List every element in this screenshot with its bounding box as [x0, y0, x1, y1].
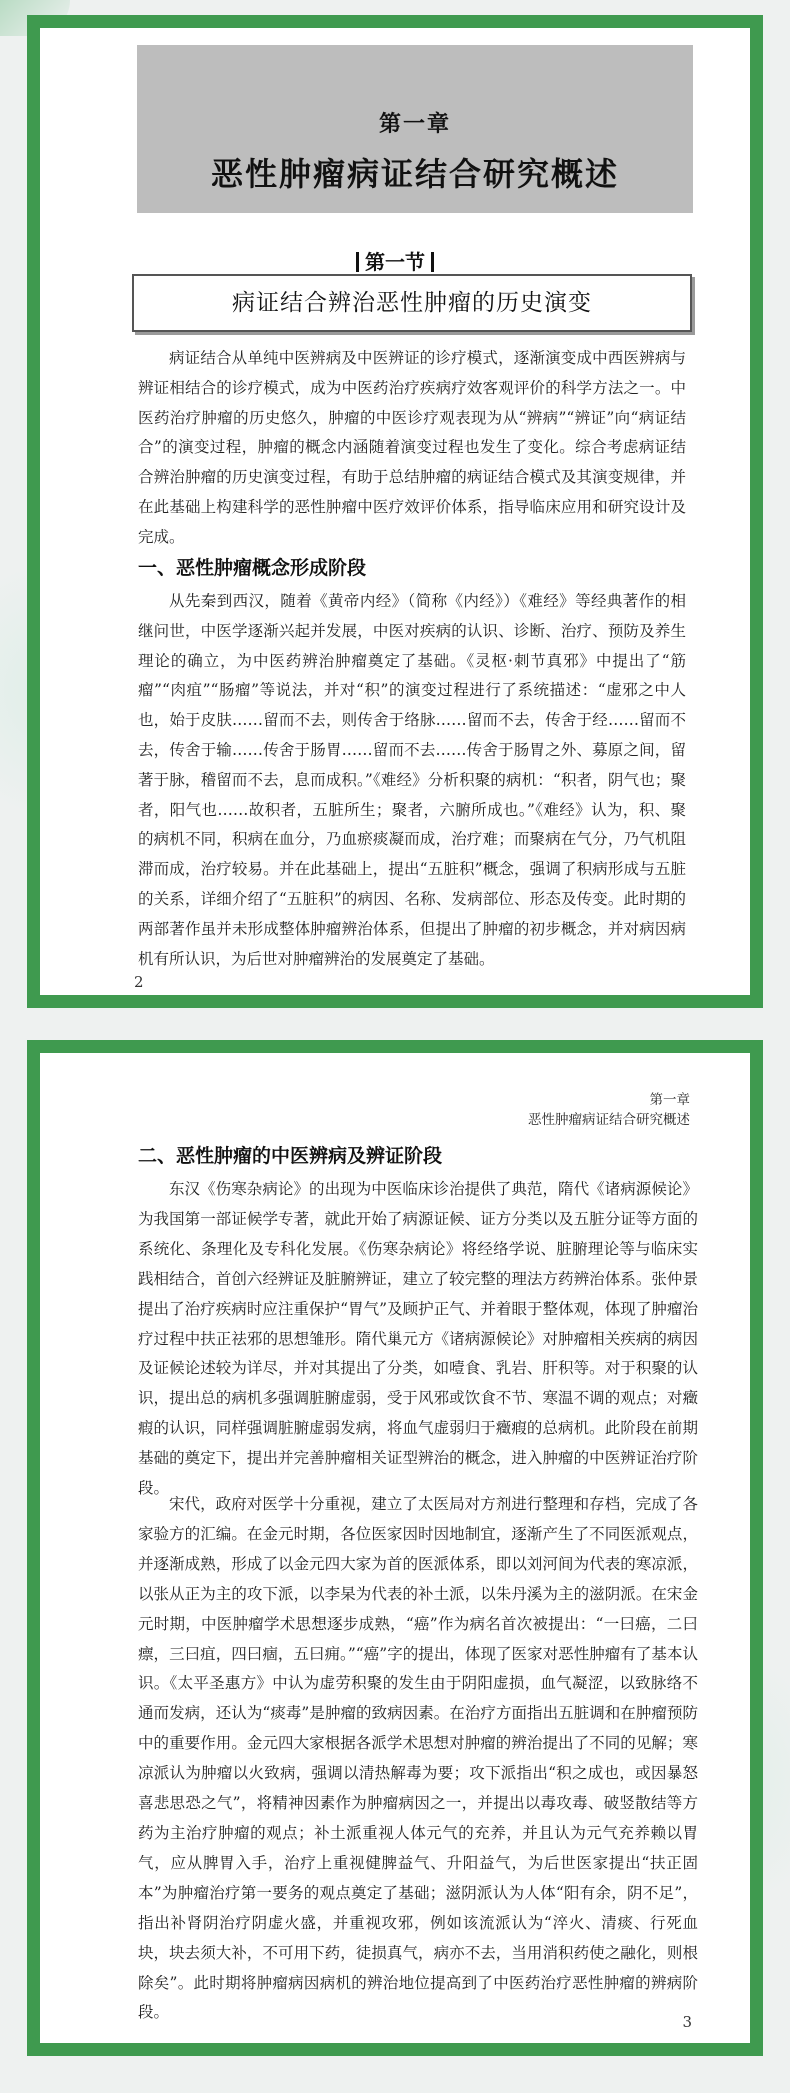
section-title: 病证结合辨治恶性肿瘤的历史演变	[132, 274, 692, 332]
running-head-title: 恶性肿瘤病证结合研究概述	[528, 1112, 690, 1128]
page-number: 3	[682, 2013, 692, 2031]
running-head-chapter: 第一章	[649, 1092, 690, 1108]
section-label-text: 第一节	[365, 250, 425, 274]
section-label-bar-left	[356, 252, 359, 272]
running-head	[528, 1090, 690, 1130]
book-page-right	[27, 1040, 763, 2056]
intro-paragraph: 病证结合从单纯中医辨病及中医辨证的诊疗模式，逐渐演变成中西医辨病与辨证相结合的诊疗模式，成为中医药治疗疾病疗效客观评价的科学方法之一。中医药治疗肿瘤的历史悠久，肿瘤的中医诊疗观表现为从“辨病”“辨证”向“病证结合”的演变过程，肿瘤的概念内涵随着演变过程也发生了变化。综合考虑病证结合辨治肿瘤的历史演变过程，有助于总结肿瘤的病证结合模式及其演变规律，并在此基础上构建科学的恶性肿瘤中医疗效评价体系，指导临床应用和研究设计及完成。	[138, 349, 686, 546]
section-label	[40, 246, 750, 275]
book-page-left	[27, 15, 763, 1008]
section2-paragraph-1: 东汉《伤寒杂病论》的出现为中医临床诊治提供了典范，隋代《诸病源候论》为我国第一部证候学专著，就此开始了病源证候、证方分类以及五脏分证等方面的系统化、条理化及专科化发展。《伤寒杂病论》将经络学说、脏腑理论等与临床实践相结合，首创六经辨证及脏腑辨证，建立了较完整的理法方药辨治体系。张仲景提出了治疗疾病时应注重保护“胃气”及顾护正气、并着眼于整体观，体现了肿瘤治疗过程中扶正祛邪的思想雏形。隋代巢元方《诸病源候论》对肿瘤相关疾病的病因及证候论述较为详尽，并对其提出了分类，如噎食、乳岩、肝积等。对于积聚的认识，提出总的病机多强调脏腑虚弱，受于风邪或饮食不节、寒温不调的观点；对癥瘕的认识，同样强调脏腑虚弱发病，将血气虚弱归于癥瘕的总病机。此阶段在前期基础的奠定下，提出并完善肿瘤相关证型辨治的概念，进入肿瘤的中医辨证治疗阶段。	[138, 1180, 698, 1498]
section1-heading: 一、恶性肿瘤概念形成阶段	[138, 558, 367, 579]
section-label-bar-right	[431, 252, 434, 272]
page-number: 2	[134, 973, 144, 991]
chapter-title: 恶性肿瘤病证结合研究概述	[210, 155, 619, 193]
chapter-banner	[137, 45, 693, 213]
section1-paragraph: 从先秦到西汉，随着《黄帝内经》（简称《内经》）《难经》等经典著作的相继问世，中医学逐渐兴起并发展，中医对疾病的认识、诊断、治疗、预防及养生理论的确立，为中医药辨治肿瘤奠定了基础。《灵枢·刺节真邪》中提出了“筋瘤”“肉疽”“肠瘤”等说法，并对“积”的演变过程进行了系统描述：“虚邪之中人也，始于皮肤……留而不去，则传舍于络脉……留而不去，传舍于经……留而不去，传舍于输……传舍于肠胃……留而不去……传舍于肠胃之外、募原之间，留著于脉，稽留而不去，息而成积。”《难经》分析积聚的病机：“积者，阴气也；聚者，阳气也……故积者，五脏所生；聚者，六腑所成也。”《难经》认为，积、聚的病机不同，积病在血分，乃血瘀痰凝而成，治疗难；而聚病在气分，乃气机阻滞而成，治疗较易。并在此基础上，提出“五脏积”概念，强调了积病形成与五脏的关系，详细介绍了“五脏积”的病因、名称、发病部位、形态及传变。此时期的两部著作虽并未形成整体肿瘤辨治体系，但提出了肿瘤的初步概念，并对病因病机有所认识，为后世对肿瘤辨治的发展奠定了基础。	[138, 592, 686, 968]
chapter-label: 第一章	[378, 111, 451, 137]
section2-paragraph-2: 宋代，政府对医学十分重视，建立了太医局对方剂进行整理和存档，完成了各家验方的汇编。在金元时期，各位医家因时因地制宜，逐渐产生了不同医派观点，并逐渐成熟，形成了以金元四大家为首的医派体系，即以刘河间为代表的寒凉派，以张从正为主的攻下派，以李杲为代表的补土派，以朱丹溪为主的滋阴派。在宋金元时期，中医肿瘤学术思想逐步成熟，“癌”作为病名首次被提出：“一曰癌，二曰瘭，三曰疽，四曰痼，五曰痈。”“癌”字的提出，体现了医家对恶性肿瘤有了基本认识。《太平圣惠方》中认为虚劳积聚的发生由于阴阳虚损，血气凝涩，以致脉络不通而发病，还认为“痰毒”是肿瘤的致病因素。在治疗方面指出五脏调和在肿瘤预防中的重要作用。金元四大家根据各派学术思想对肿瘤的辨治提出了不同的见解；寒凉派认为肿瘤以火致病，强调以清热解毒为要；攻下派指出“积之成也，或因暴怒喜悲思恐之气”，将精神因素作为肿瘤病因之一，并提出以毒攻毒、破竖散结等方药为主治疗肿瘤的观点；补土派重视人体元气的充养，并且认为元气充养赖以胃气，应从脾胃入手，治疗上重视健脾益气、升阳益气，为后世医家提出“扶正固本”为肿瘤治疗第一要务的观点奠定了基础；滋阴派认为人体“阳有余，阴不足”，指出补肾阴治疗阴虚火盛，并重视攻邪，例如该流派认为“淬火、清痰、行死血块，块去须大补，不可用下药，徒损真气，病亦不去，当用消积药使之融化，则根除矣”。此时期将肿瘤病因病机的辨治地位提高到了中医药治疗恶性肿瘤的辨病阶段。	[138, 1495, 698, 2022]
section2-heading: 二、恶性肿瘤的中医辨病及辨证阶段	[138, 1146, 443, 1167]
